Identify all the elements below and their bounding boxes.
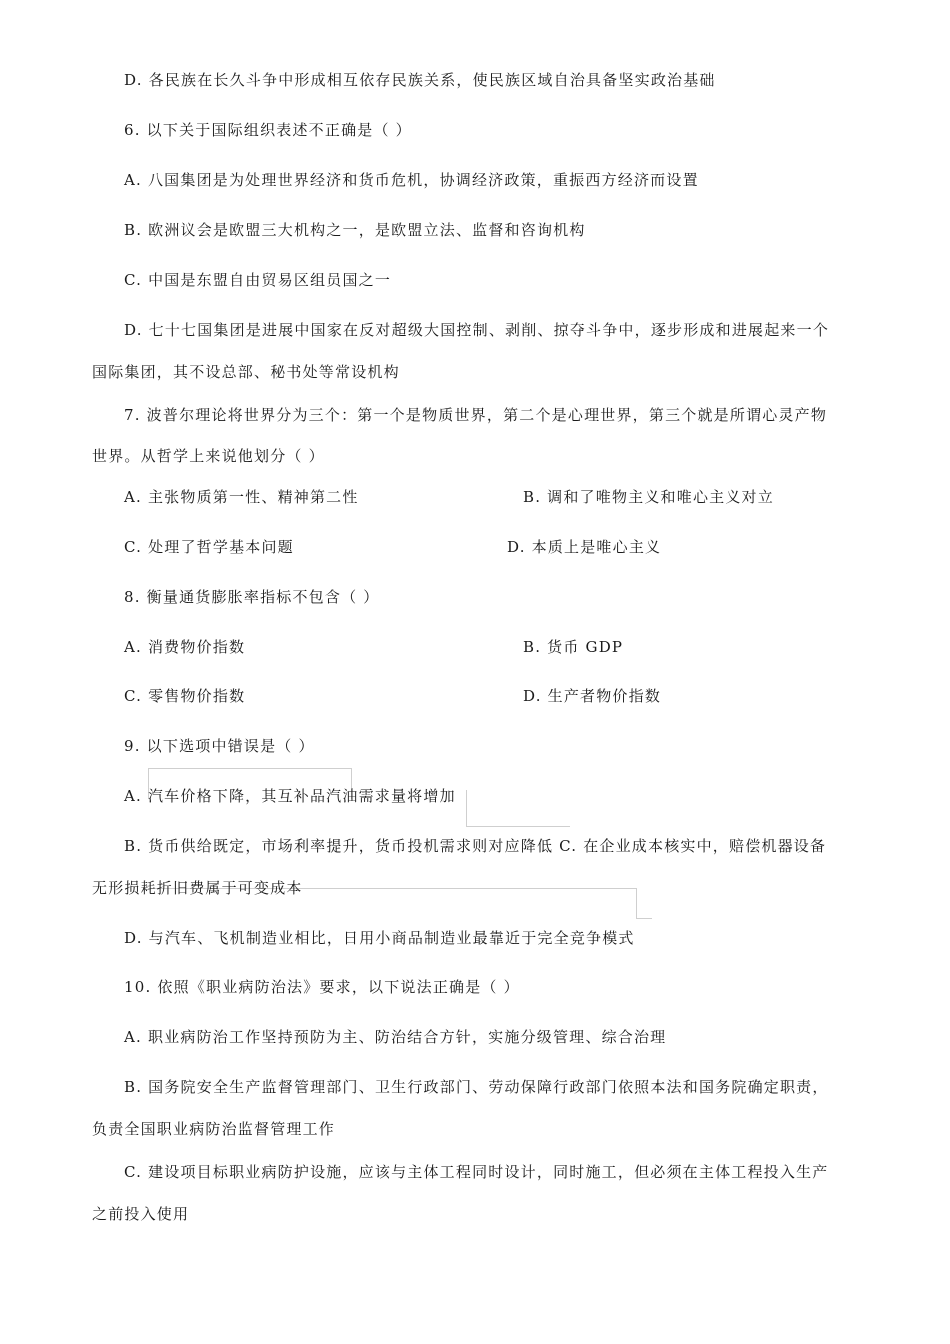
frame-line <box>636 918 652 919</box>
q7-option-a: A. 主张物质第一性、精神第二性 <box>124 488 359 506</box>
q10-option-b-line2: 负责全国职业病防治监督管理工作 <box>92 1120 336 1138</box>
q8-option-b: B. 货币 GDP <box>523 638 624 656</box>
q8-option-c: C. 零售物价指数 <box>124 687 246 705</box>
q9-option-c-line2: 无形损耗折旧费属于可变成本 <box>92 879 303 897</box>
q7-stem-line2: 世界。从哲学上来说他划分（ ） <box>92 447 325 465</box>
q9-stem: 9. 以下选项中错误是（ ） <box>124 737 315 755</box>
q8-option-a: A. 消费物价指数 <box>124 638 246 656</box>
q9-option-a: A. 汽车价格下降，其互补品汽油需求量将增加 <box>124 787 456 805</box>
frame-line <box>466 826 570 827</box>
q9-option-d: D. 与汽车、飞机制造业相比，日用小商品制造业最靠近于完全竞争模式 <box>124 929 635 947</box>
q10-option-c-line1: C. 建设项目标职业病防护设施，应该与主体工程同时设计，同时施工，但必须在主体工程投入生产 <box>124 1163 829 1181</box>
frame-line <box>466 790 467 826</box>
q7-option-d: D. 本质上是唯心主义 <box>507 538 662 556</box>
q5-option-d: D. 各民族在长久斗争中形成相互依存民族关系，使民族区域自治具备坚实政治基础 <box>124 71 716 89</box>
frame-line <box>636 888 637 918</box>
q6-option-c: C. 中国是东盟自由贸易区组员国之一 <box>124 271 392 289</box>
q10-stem: 10. 依照《职业病防治法》要求，以下说法正确是（ ） <box>124 978 520 996</box>
q10-option-b-line1: B. 国务院安全生产监督管理部门、卫生行政部门、劳动保障行政部门依照本法和国务院确定职责， <box>124 1078 829 1096</box>
q10-option-c-line2: 之前投入使用 <box>92 1205 190 1223</box>
q6-option-a: A. 八国集团是为处理世界经济和货币危机，协调经济政策，重振西方经济而设置 <box>124 171 699 189</box>
q9-option-b-c: B. 货币供给既定，市场利率提升，货币投机需求则对应降低 C. 在企业成本核实中，赔偿机器设备 <box>124 837 827 855</box>
q6-option-d-line2: 国际集团，其不设总部、秘书处等常设机构 <box>92 363 400 381</box>
q8-stem: 8. 衡量通货膨胀率指标不包含（ ） <box>124 588 380 606</box>
q10-option-a: A. 职业病防治工作坚持预防为主、防治结合方针，实施分级管理、综合治理 <box>124 1028 667 1046</box>
q6-stem: 6. 以下关于国际组织表述不正确是（ ） <box>124 121 412 139</box>
q7-option-c: C. 处理了哲学基本问题 <box>124 538 294 556</box>
q7-option-b: B. 调和了唯物主义和唯心主义对立 <box>523 488 774 506</box>
q7-stem-line1: 7. 波普尔理论将世界分为三个：第一个是物质世界，第二个是心理世界，第三个就是所谓心灵产物 <box>124 406 828 424</box>
q8-option-d: D. 生产者物价指数 <box>523 687 662 705</box>
q6-option-d-line1: D. 七十七国集团是进展中国家在反对超级大国控制、剥削、掠夺斗争中，逐步形成和进展起来一个 <box>124 321 830 339</box>
q6-option-b: B. 欧洲议会是欧盟三大机构之一，是欧盟立法、监督和咨询机构 <box>124 221 586 239</box>
